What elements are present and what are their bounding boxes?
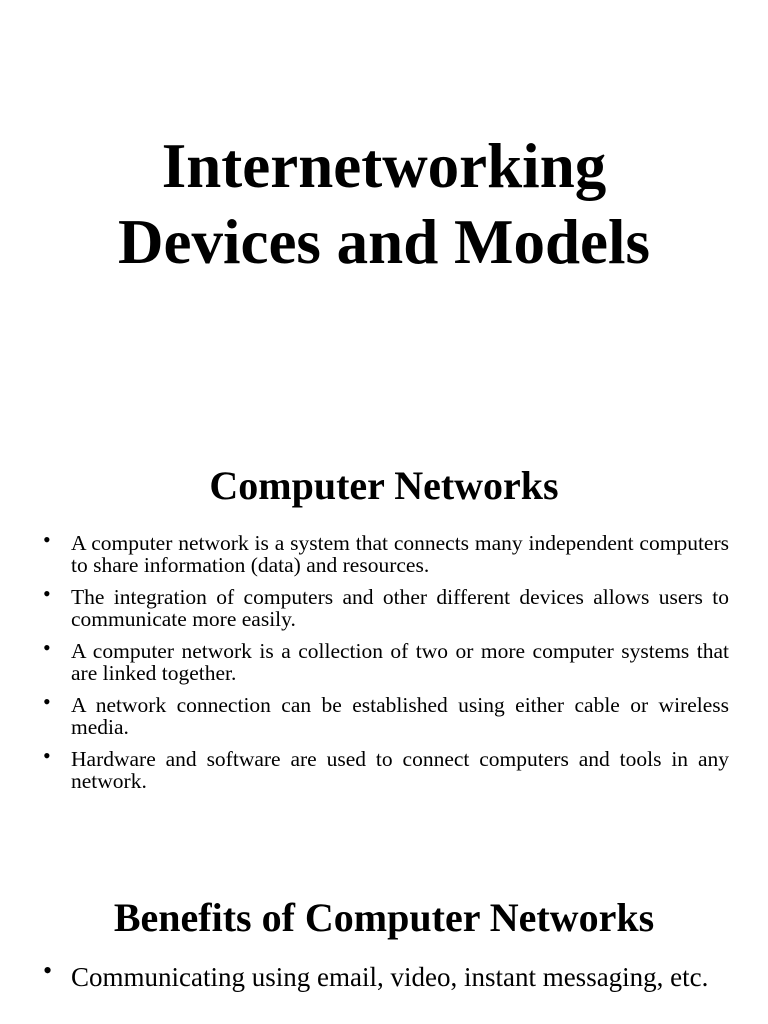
page-title-line-2: Devices and Models [118, 207, 650, 277]
list-item-text: A network connection can be established using either cable or wireless media. [71, 693, 729, 739]
list-item-text: A computer network is a collection of two or more computer systems that are linked together. [71, 639, 729, 685]
benefits-heading: Benefits of Computer Networks [113, 895, 655, 940]
list-item [0, 581, 768, 631]
bullet-icon: • [43, 743, 51, 768]
list-item [0, 635, 768, 685]
bullet-icon: • [43, 581, 51, 606]
bullet-icon: • [43, 956, 53, 985]
list-item [0, 956, 768, 992]
computer-networks-list [0, 527, 768, 803]
computer-networks-heading: Computer Networks [209, 463, 559, 508]
bullet-icon: • [43, 689, 51, 714]
page-title-line-1: Internetworking [161, 131, 607, 201]
bullet-icon: • [43, 635, 51, 660]
list-item-text: Hardware and software are used to connect computers and tools in any network. [71, 747, 729, 793]
benefits-list [0, 956, 768, 1003]
list-item-text: Communicating using email, video, instant messaging, etc. [71, 962, 709, 992]
bullet-icon: • [43, 527, 51, 552]
page-title [0, 128, 768, 280]
list-item-text: A computer network is a system that connects many independent computers to share information (data) and resources. [71, 531, 729, 577]
list-item [0, 689, 768, 739]
list-item [0, 743, 768, 793]
list-item [0, 527, 768, 577]
list-item-text: The integration of computers and other different devices allows users to communicate more easily. [71, 585, 729, 631]
